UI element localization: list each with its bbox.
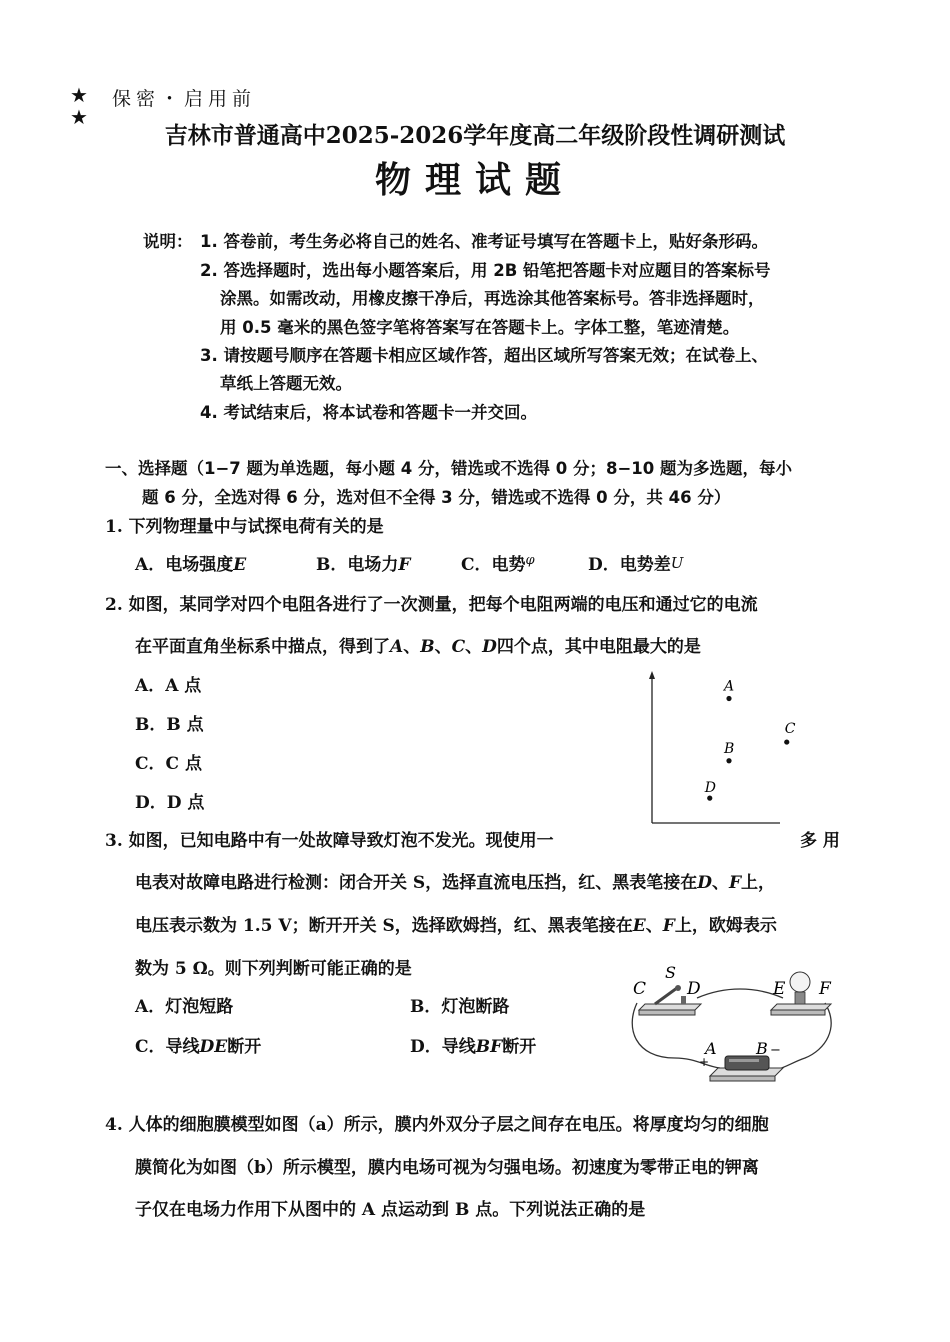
q3-option-c xyxy=(135,1032,261,1057)
q1-option-d xyxy=(588,550,683,575)
section-heading: 一、选择题（1−7 题为单选题，每小题 4 分，错选或不选得 0 分；8−10 题为多选题，每小 xyxy=(105,459,792,478)
graph-point-d xyxy=(707,796,712,801)
question-4-stem: 4. 人体的细胞膜模型如图（a）所示，膜内外双分子层之间存在电压。将厚度均匀的细胞 xyxy=(105,1115,769,1135)
bulb-base xyxy=(771,1004,831,1010)
switch-knob xyxy=(675,985,681,991)
question-4-stem-cont: 子仅在电场力作用下从图中的 A 点运动到 B 点。下列说法正确的是 xyxy=(135,1200,646,1220)
battery-base-front xyxy=(710,1076,775,1081)
confidential-label: 保密・启用前 xyxy=(112,88,257,110)
symbol: D xyxy=(697,873,712,893)
graph-point-b xyxy=(726,758,731,763)
label-a: A xyxy=(705,1039,717,1058)
question-4-stem-cont: 膜简化为如图（b）所示模型，膜内电场可视为匀强电场。初速度为零带正电的钾离 xyxy=(135,1158,759,1178)
section-heading-cont: 题 6 分，全选对得 6 分，选对但不全得 3 分，错选或不选得 0 分，共 46 分） xyxy=(142,488,731,507)
switch-lever xyxy=(655,988,677,1004)
symbol: DE xyxy=(199,1037,228,1057)
graph-point-c xyxy=(784,739,789,744)
symbol: E xyxy=(233,555,247,575)
instruction-item: 2. 答选择题时，选出每小题答案后，用 2B 铅笔把答题卡对应题目的答案标号 xyxy=(200,261,771,280)
q3-option-b: B．灯泡断路 xyxy=(410,997,510,1017)
q3-circuit-diagram xyxy=(625,958,845,1088)
symbol: F xyxy=(728,873,742,893)
label-b: B xyxy=(756,1039,768,1058)
bulb-glass xyxy=(790,972,810,992)
option-label: D．导线 xyxy=(410,1037,476,1057)
switch-clip xyxy=(681,996,686,1004)
symbol: BF xyxy=(475,1037,503,1057)
q2-option-b: B．B 点 xyxy=(135,715,204,735)
stem-text: 在平面直角坐标系中描点，得到了 xyxy=(135,637,390,657)
question-3-stem: 3. 如图，已知电路中有一处故障导致灯泡不发光。现使用一 xyxy=(105,831,554,851)
separator: 、 xyxy=(645,916,663,936)
point-symbol: C xyxy=(451,637,466,657)
separator: 、 xyxy=(711,873,729,893)
switch-base xyxy=(639,1004,701,1010)
option-label: 断开 xyxy=(502,1037,537,1057)
option-label: 断开 xyxy=(227,1037,262,1057)
question-3-stem-cont xyxy=(135,911,777,936)
option-label: D．电势差 xyxy=(588,555,671,575)
separator: 、 xyxy=(403,637,421,657)
option-label: B．电场力 xyxy=(316,555,399,575)
symbol: F xyxy=(398,555,411,575)
symbol: U xyxy=(670,554,684,572)
q1-option-a xyxy=(135,550,246,575)
option-label: C．导线 xyxy=(135,1037,200,1057)
q2-ui-graph xyxy=(640,668,796,828)
q2-option-a: A．A 点 xyxy=(135,676,202,696)
stem-text: 上，欧姆表示 xyxy=(674,916,777,936)
graph-point-a xyxy=(726,696,731,701)
q2-option-c: C．C 点 xyxy=(135,754,202,774)
y-axis-arrow xyxy=(649,671,655,679)
separator: 、 xyxy=(434,637,452,657)
option-label: A．电场强度 xyxy=(135,555,234,575)
question-3-stem-tail: 多 用 xyxy=(800,831,840,851)
question-2-stem-cont xyxy=(135,632,701,657)
question-3-stem-cont xyxy=(135,868,775,893)
instruction-item: 3. 请按题号顺序在答题卡相应区域作答，超出区域所写答案无效；在试卷上、 xyxy=(200,346,768,365)
wire-d-to-e xyxy=(697,989,783,998)
instruction-item: 4. 考试结束后，将本试卷和答题卡一并交回。 xyxy=(200,403,537,422)
bulb-base-front xyxy=(771,1010,825,1015)
label-plus: + xyxy=(699,1055,710,1069)
instruction-item: 涂黑。如需改动，用橡皮擦干净后，再选涂其他答案标号。答非选择题时， xyxy=(220,289,765,308)
label-e: E xyxy=(773,979,786,999)
subject-title: 物理试题 xyxy=(374,159,575,201)
label-c: C xyxy=(633,979,647,999)
point-symbol: D xyxy=(482,637,497,657)
question-3-stem-cont: 数为 5 Ω。则下列判断可能正确的是 xyxy=(135,959,412,979)
instruction-item: 用 0.5 毫米的黑色签字笔将答案写在答题卡上。字体工整，笔迹清楚。 xyxy=(220,318,740,337)
bulb-socket xyxy=(795,992,805,1004)
switch-base-front xyxy=(639,1010,695,1015)
instruction-item: 草纸上答题无效。 xyxy=(220,374,352,393)
stem-text: 四个点，其中电阻最大的是 xyxy=(496,637,701,657)
question-1-stem: 1. 下列物理量中与试探电荷有关的是 xyxy=(105,517,384,537)
q1-option-b xyxy=(316,550,410,575)
battery-highlight xyxy=(729,1059,759,1062)
label-f: F xyxy=(819,979,831,999)
label-minus: − xyxy=(770,1043,781,1058)
graph-point-label: A xyxy=(724,678,735,695)
q3-option-a: A．灯泡短路 xyxy=(135,997,234,1017)
symbol: E xyxy=(632,916,646,936)
point-symbol: B xyxy=(420,637,435,657)
label-s: S xyxy=(665,963,676,982)
symbol: φ xyxy=(525,553,535,568)
stem-text: 上， xyxy=(741,873,776,893)
instruction-item: 1. 答卷前，考生务必将自己的姓名、准考证号填写在答题卡上，贴好条形码。 xyxy=(200,232,768,251)
q1-option-c xyxy=(461,550,535,575)
symbol: F xyxy=(662,916,675,936)
graph-point-label: D xyxy=(704,780,716,797)
graph-point-label: B xyxy=(724,740,735,757)
option-label: C．电势 xyxy=(461,555,526,575)
instructions-label: 说明： xyxy=(143,232,193,251)
q2-option-d: D．D 点 xyxy=(135,793,205,813)
question-2-stem: 2. 如图，某同学对四个电阻各进行了一次测量，把每个电阻两端的电压和通过它的电流 xyxy=(105,595,758,615)
graph-point-label: C xyxy=(784,721,796,738)
separator: 、 xyxy=(465,637,483,657)
q3-option-d xyxy=(410,1032,536,1057)
stem-text: 电表对故障电路进行检测：闭合开关 S，选择直流电压挡，红、黑表笔接在 xyxy=(135,873,698,893)
stem-text: 电压表示数为 1.5 V；断开开关 S，选择欧姆挡，红、黑表笔接在 xyxy=(135,916,633,936)
battery-cell xyxy=(725,1056,769,1070)
point-symbol: A xyxy=(390,637,404,657)
star-icons: ★ ★ xyxy=(70,83,88,129)
label-d: D xyxy=(687,979,701,999)
school-title: 吉林市普通高中2025-2026学年度高二年级阶段性调研测试 xyxy=(164,122,786,149)
